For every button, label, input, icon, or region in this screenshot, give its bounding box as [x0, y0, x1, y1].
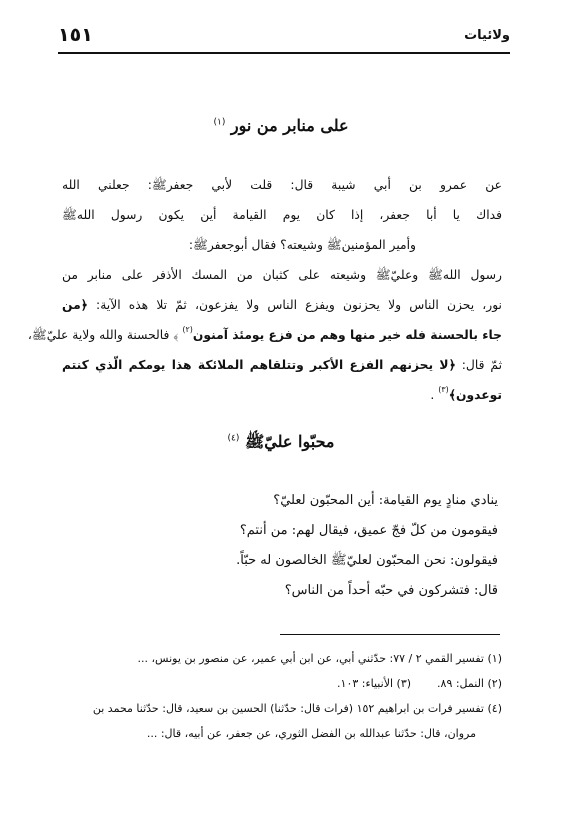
section-body-1 — [27, 170, 503, 410]
page-number: ١٥١ — [58, 24, 93, 46]
text-line — [27, 320, 502, 350]
text-segment: نور، يحزن الناس ولا يحزنون ويفزع الناس ولا يفزعون، ثمّ تلا هذه الآية: — [96, 298, 502, 312]
footnote-3: (٣) الأنبياء: ١٠٣. — [337, 677, 412, 690]
footnote-marker: (٤) — [227, 433, 240, 444]
quran-quote: توعدون — [456, 388, 502, 402]
running-title: ولائيات — [464, 28, 510, 43]
text-line — [62, 290, 502, 320]
text-line: وأمير المؤمنينﷺ وشيعته؟ فقال أبوجعفرﷺ: — [188, 238, 416, 252]
footnote-2: (٢) النمل: ٨٩. — [437, 677, 502, 690]
quran-quote: جاء بالحسنة فله خير منها وهم من فزع يومئذ آمنون — [192, 328, 502, 342]
section-title-text: على منابر من نور — [230, 116, 349, 135]
text-segment: ﴾ فالحسنة والله ولاية عليّﷺ، — [27, 328, 179, 342]
text-line — [62, 350, 502, 380]
text-line: عن عمرو بن أبي شيبة قال: قلت لأبي جعفرﷺ: جعلني الله — [62, 178, 502, 192]
footnote-marker: (٣) — [438, 385, 449, 394]
page-header — [58, 24, 510, 50]
section-title-2 — [0, 432, 562, 455]
text-line: فداك يا أبا جعفر، إذا كان يوم القيامة أين يكون رسول اللهﷺ — [62, 208, 502, 222]
quran-quote-close: ﴾ — [448, 388, 457, 402]
text-line: فيقومون من كلّ فجّ عميق، فيقال لهم: من أنتم؟ — [239, 523, 498, 538]
text-line: قال: فتشركون في حبّه أحداً من الناس؟ — [284, 583, 498, 598]
section-title-text: محبّوا عليّﷺ — [244, 432, 335, 451]
footnotes — [54, 646, 502, 746]
section-body-2 — [236, 486, 498, 606]
quran-quote-open: ﴿ — [448, 358, 456, 372]
text-line — [62, 380, 502, 410]
footnote-marker: (٢) — [182, 325, 193, 334]
footnote-marker: (١) — [213, 117, 226, 128]
footnote-1: (١) تفسير القمي ٢ / ٧٧: حدّثني أبي، عن ابن أبي عمير، عن منصور بن يونس، ... — [137, 652, 502, 665]
quran-quote-open: ﴿من — [62, 298, 88, 312]
text-period: . — [430, 388, 435, 402]
text-segment: ثمّ قال: — [461, 358, 503, 372]
quran-quote: لا يحزنهم الفزع الأكبر وتتلقاهم الملائكة هذا يومكم الّذي كنتم — [62, 358, 449, 372]
text-line: ينادي منادٍ يوم القيامة: أين المحبّون لعليّ؟ — [273, 493, 498, 508]
footnote-row — [54, 671, 502, 696]
text-line: فيقولون: نحن المحبّون لعليّﷺ الخالصون له حبّاً. — [236, 553, 498, 568]
header-rule — [58, 52, 510, 54]
text-line: رسول اللهﷺ وعليّﷺ وشيعته على كثبان من المسك الأذفر على منابر من — [62, 268, 502, 282]
footnote-4: (٤) تفسير فرات بن ابراهيم ١٥٢ (فرات قال: حدّثنا) الحسين بن سعيد، قال: حدّثنا محمد بن — [92, 702, 502, 715]
footnote-rule — [280, 634, 500, 635]
section-title-1 — [0, 116, 562, 135]
footnote-4-cont: مروان، قال: حدّثنا عبدالله بن الفضل الثوري، عن جعفر، عن أبيه، قال: ... — [146, 727, 476, 740]
